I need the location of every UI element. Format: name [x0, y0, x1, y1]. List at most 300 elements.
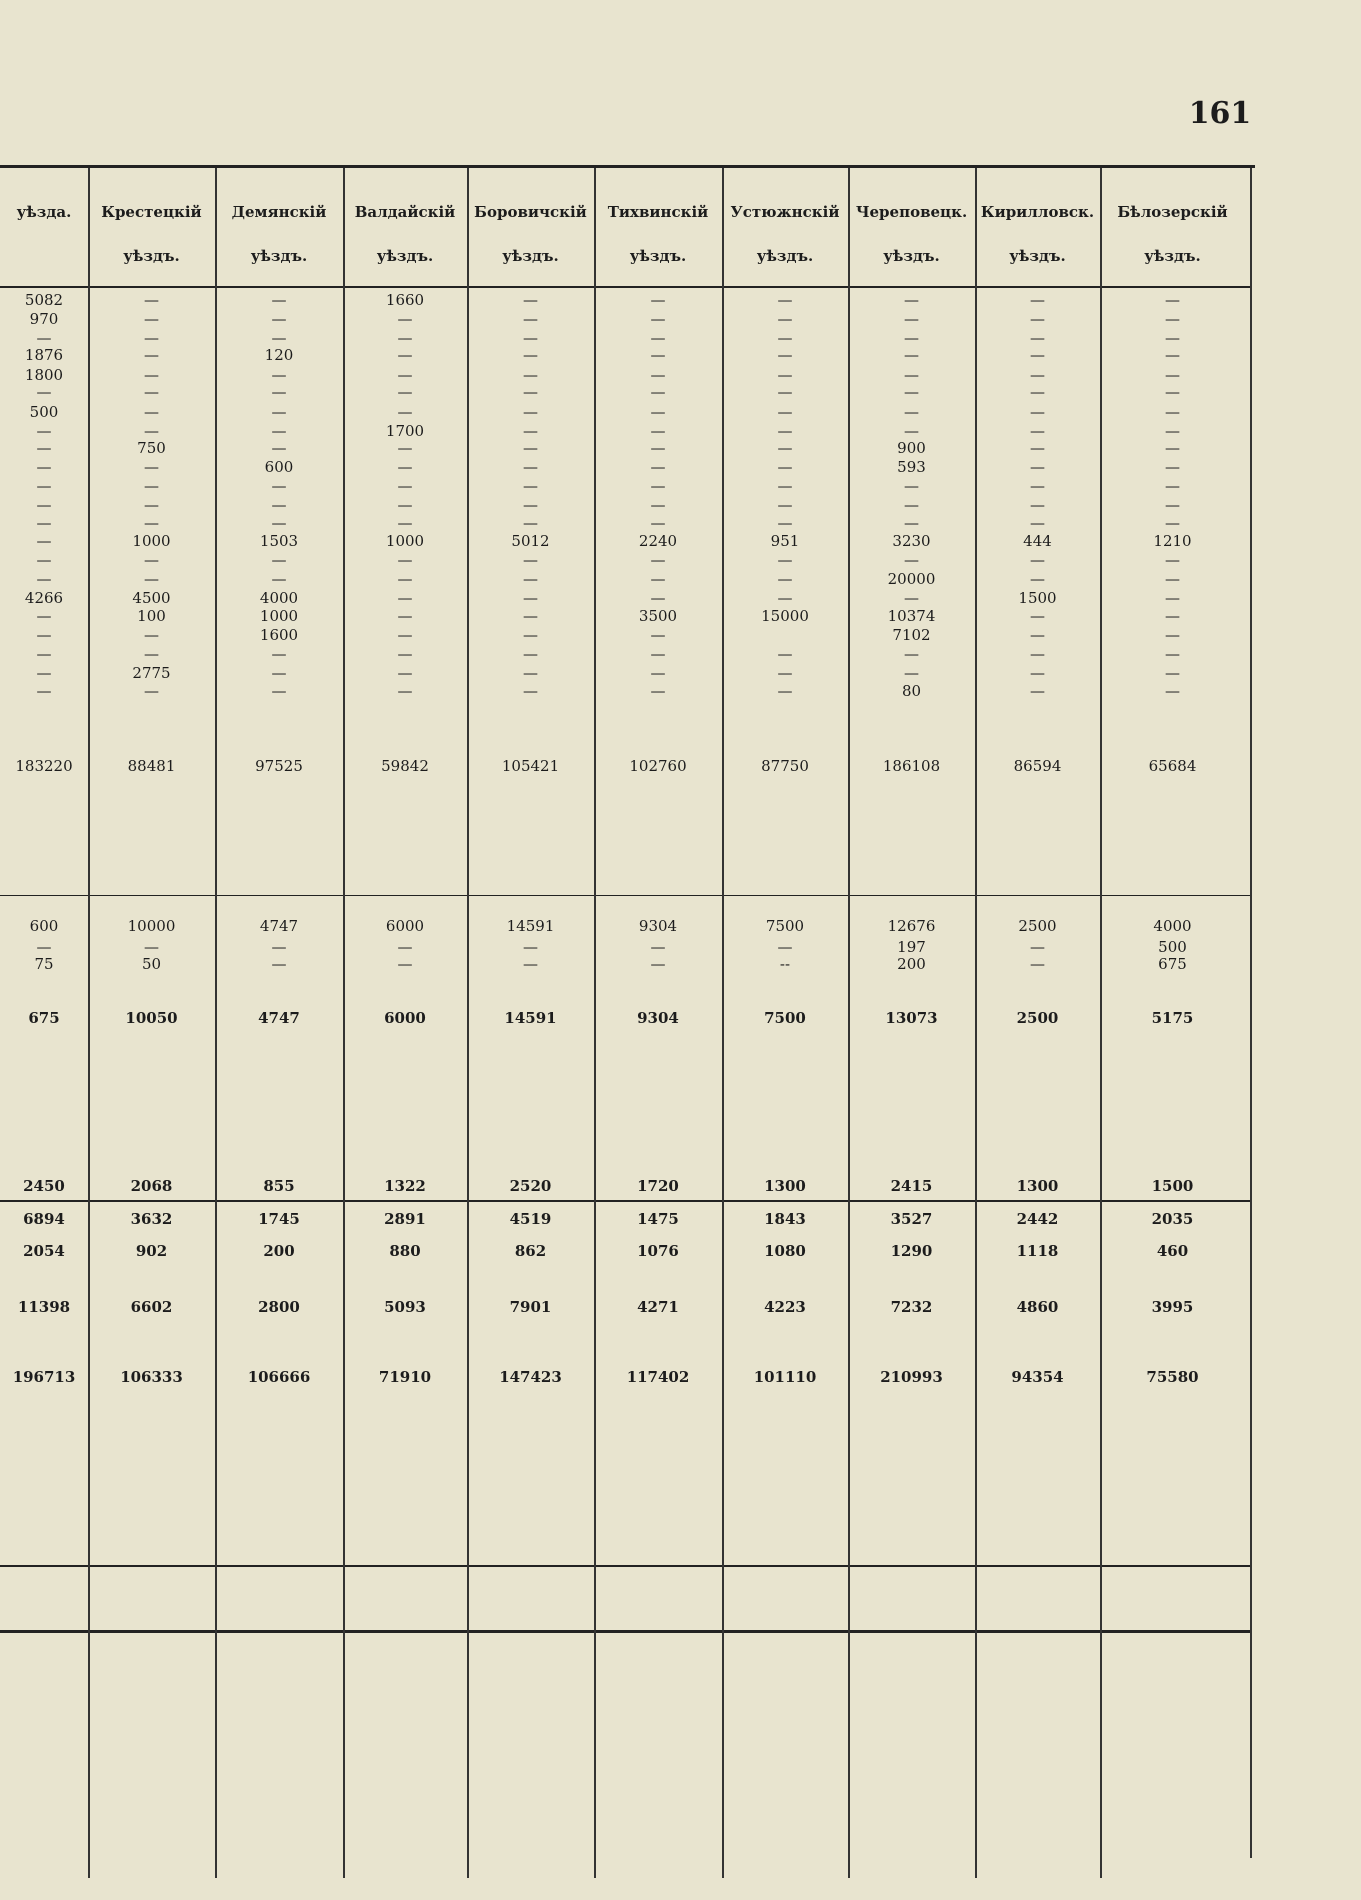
table-cell: — [144, 346, 159, 364]
table-cell: 855 [263, 1177, 295, 1195]
table-cell: — [777, 938, 793, 956]
table-cell: — [777, 682, 793, 700]
table-rule [0, 286, 1250, 288]
table-cell: — [904, 422, 919, 440]
table-cell: 4747 [259, 917, 299, 935]
table-cell: 2415 [890, 1177, 933, 1195]
table-cell: — [397, 514, 413, 532]
table-cell: — [144, 496, 159, 514]
table-cell: — [1030, 955, 1045, 973]
table-cell: — [1165, 403, 1180, 421]
table-cell: — [650, 496, 666, 514]
table-cell: 750 [137, 439, 166, 457]
table-cell: 600 [264, 458, 294, 476]
table-cell: 1000 [385, 532, 425, 550]
table-cell: — [397, 346, 413, 364]
table-cell: 7500 [765, 917, 805, 935]
column-header-line: уѣздъ. [123, 247, 180, 265]
table-cell: 1800 [24, 366, 64, 384]
table-cell: — [36, 645, 52, 663]
table-cell: — [1165, 329, 1180, 347]
table-cell: 1475 [637, 1210, 679, 1228]
table-cell: 1210 [1153, 532, 1192, 550]
column-header-line: уѣздъ. [1144, 247, 1201, 265]
table-cell: — [523, 570, 538, 588]
table-cell: — [144, 682, 159, 700]
column-header-line: уѣздъ. [756, 247, 814, 265]
table-rule [0, 895, 1250, 896]
table-cell: 6000 [385, 917, 425, 935]
table-cell: 20000 [887, 570, 936, 588]
table-cell: — [36, 682, 52, 700]
table-cell: 15000 [761, 607, 809, 625]
table-cell: 2068 [130, 1177, 173, 1195]
table-cell: — [1030, 938, 1045, 956]
table-cell: — [1030, 607, 1045, 625]
table-cell: — [1165, 291, 1180, 309]
table-cell: 186108 [882, 757, 941, 775]
table-cell: 147423 [499, 1368, 562, 1386]
table-cell: — [36, 329, 52, 347]
table-cell: 12676 [887, 917, 936, 935]
table-rule [0, 1630, 1250, 1633]
column-header [594, 190, 722, 278]
table-cell: — [523, 955, 538, 973]
table-cell: — [1030, 682, 1045, 700]
table-cell: — [36, 422, 52, 440]
table-cell: — [777, 496, 793, 514]
column-header-line: уѣздъ. [502, 247, 559, 265]
column-header-line: Череповецк. [855, 203, 968, 221]
table-cell: — [1165, 551, 1180, 569]
table-cell: — [904, 645, 919, 663]
table-cell: 4519 [509, 1210, 552, 1228]
table-cell: 3632 [130, 1210, 173, 1228]
column-header [467, 190, 594, 278]
table-rule [0, 1565, 1250, 1567]
table-cell: — [1030, 664, 1045, 682]
table-cell: 14591 [506, 917, 555, 935]
table-cell: 11398 [17, 1298, 71, 1316]
table-cell: — [904, 291, 919, 309]
table-rule [0, 1200, 1250, 1202]
table-cell: — [1165, 626, 1180, 644]
table-rule [0, 165, 1255, 168]
table-cell: — [271, 291, 287, 309]
table-cell: — [271, 682, 287, 700]
table-cell: — [271, 439, 287, 457]
table-cell: — [1030, 551, 1045, 569]
table-cell: 1080 [764, 1242, 806, 1260]
table-cell: — [650, 439, 666, 457]
table-cell: 880 [389, 1242, 421, 1260]
table-cell: — [144, 938, 159, 956]
table-cell: — [523, 496, 538, 514]
table-cell: 10050 [125, 1009, 178, 1027]
table-cell: — [1165, 607, 1180, 625]
column-header [215, 190, 343, 278]
table-cell: — [1165, 310, 1180, 328]
table-cell: — [1030, 291, 1045, 309]
table-cell: — [523, 422, 538, 440]
table-cell: — [1165, 383, 1180, 401]
table-cell: — [523, 645, 538, 663]
table-cell: 2035 [1151, 1210, 1194, 1228]
table-cell: — [650, 955, 666, 973]
table-cell: — [777, 366, 793, 384]
table-cell: 101110 [753, 1368, 817, 1386]
table-cell: — [1030, 439, 1045, 457]
table-cell: — [904, 383, 919, 401]
table-cell: — [650, 664, 666, 682]
table-cell: 7102 [892, 626, 931, 644]
table-cell: — [271, 329, 287, 347]
table-cell: — [1030, 496, 1045, 514]
table-cell: 1843 [764, 1210, 806, 1228]
table-cell: — [904, 329, 919, 347]
table-cell: — [271, 310, 287, 328]
table-cell: 50 [141, 955, 162, 973]
table-cell: — [523, 366, 538, 384]
table-cell: 900 [897, 439, 926, 457]
table-cell: — [36, 938, 52, 956]
table-cell: 675 [1158, 955, 1187, 973]
table-cell: — [1030, 383, 1045, 401]
table-cell: — [271, 496, 287, 514]
table-cell: — [36, 496, 52, 514]
table-cell: 1000 [132, 532, 171, 550]
column-header-line: Крестецкій [101, 203, 202, 221]
table-cell: 1720 [637, 1177, 679, 1195]
table-cell: 14591 [504, 1009, 557, 1027]
table-cell: 970 [29, 310, 59, 328]
table-cell: 500 [1158, 938, 1187, 956]
table-cell: 2500 [1018, 917, 1057, 935]
table-cell: — [397, 955, 413, 973]
table-cell: — [144, 514, 159, 532]
table-cell: 7232 [890, 1298, 933, 1316]
column-header [88, 190, 215, 278]
table-cell: 4747 [258, 1009, 300, 1027]
table-cell: — [397, 496, 413, 514]
table-cell: 675 [28, 1009, 60, 1027]
table-cell: — [650, 329, 666, 347]
table-cell: — [650, 682, 666, 700]
table-cell: — [397, 477, 413, 495]
table-cell: — [397, 664, 413, 682]
column-header [0, 190, 88, 234]
table-cell: — [271, 422, 287, 440]
table-cell: — [271, 570, 287, 588]
table-cell: 106666 [247, 1368, 311, 1386]
table-cell: — [1165, 589, 1180, 607]
table-cell: — [523, 477, 538, 495]
table-cell: — [523, 291, 538, 309]
table-cell: — [650, 291, 666, 309]
table-cell: 6602 [130, 1298, 173, 1316]
table-cell: — [1165, 477, 1180, 495]
table-cell: 1600 [259, 626, 299, 644]
table-cell: — [36, 570, 52, 588]
table-cell: — [397, 458, 413, 476]
table-cell: — [777, 514, 793, 532]
table-cell: — [144, 551, 159, 569]
table-cell: 4223 [764, 1298, 806, 1316]
table-cell: — [1165, 439, 1180, 457]
table-cell: 200 [897, 955, 926, 973]
table-cell: — [904, 366, 919, 384]
table-cell: — [1165, 664, 1180, 682]
table-cell: — [650, 458, 666, 476]
table-cell: — [1030, 570, 1045, 588]
table-cell: 102760 [629, 757, 687, 775]
table-cell: 460 [1156, 1242, 1189, 1260]
table-cell: 117402 [626, 1368, 690, 1386]
table-cell: — [904, 477, 919, 495]
table-cell: — [1165, 570, 1180, 588]
table-cell: 10374 [887, 607, 936, 625]
table-cell: — [144, 310, 159, 328]
table-cell: — [904, 310, 919, 328]
table-cell: 97525 [255, 757, 303, 775]
table-cell: 3995 [1151, 1298, 1194, 1316]
table-cell: — [650, 514, 666, 532]
column-header-line: уѣздъ. [250, 247, 308, 265]
table-cell: 2054 [23, 1242, 65, 1260]
table-cell: 1118 [1016, 1242, 1059, 1260]
table-cell: — [36, 532, 52, 550]
table-cell: — [397, 310, 413, 328]
table-cell: — [523, 626, 538, 644]
table-cell: — [36, 439, 52, 457]
table-cell: 2520 [509, 1177, 552, 1195]
table-cell: — [144, 645, 159, 663]
table-cell: — [36, 664, 52, 682]
table-cell: 4500 [132, 589, 171, 607]
table-cell: — [36, 626, 52, 644]
table-cell: 500 [29, 403, 59, 421]
table-cell: — [904, 346, 919, 364]
table-cell: — [1030, 458, 1045, 476]
column-header-line: Устюжнскій [730, 203, 840, 221]
table-cell: — [523, 310, 538, 328]
table-cell: 444 [1023, 532, 1052, 550]
table-cell: — [144, 477, 159, 495]
table-cell: — [904, 589, 919, 607]
table-cell: — [271, 551, 287, 569]
table-cell: — [36, 551, 52, 569]
table-cell: 196713 [12, 1368, 76, 1386]
table-cell: — [777, 664, 793, 682]
table-cell: 183220 [15, 757, 73, 775]
table-cell: — [1030, 403, 1045, 421]
table-cell: — [144, 626, 159, 644]
table-cell: — [523, 607, 538, 625]
table-cell: — [397, 626, 413, 644]
table-cell: 1000 [259, 607, 299, 625]
table-cell: — [144, 366, 159, 384]
column-header-line: Валдайскій [354, 203, 456, 221]
table-cell: 88481 [127, 757, 176, 775]
table-cell: — [904, 551, 919, 569]
table-cell: — [271, 366, 287, 384]
table-cell: — [777, 458, 793, 476]
table-cell: 862 [514, 1242, 547, 1260]
table-cell: 75580 [1146, 1368, 1199, 1386]
table-cell: 4266 [24, 589, 64, 607]
table-cell: — [144, 422, 159, 440]
table-cell: 6894 [23, 1210, 65, 1228]
table-cell: — [777, 291, 793, 309]
table-cell: 1503 [259, 532, 299, 550]
table-cell: 2800 [258, 1298, 300, 1316]
table-cell: 197 [897, 938, 926, 956]
table-cell: — [1030, 645, 1045, 663]
table-cell: 94354 [1011, 1368, 1064, 1386]
table-cell: 80 [901, 682, 922, 700]
table-cell: — [1030, 626, 1045, 644]
table-cell: 1290 [890, 1242, 933, 1260]
table-cell: 210993 [880, 1368, 943, 1386]
table-cell: — [271, 383, 287, 401]
table-cell: — [650, 422, 666, 440]
table-cell: — [397, 682, 413, 700]
table-cell: — [1030, 346, 1045, 364]
table-cell: 1500 [1151, 1177, 1194, 1195]
table-cell: 2442 [1016, 1210, 1059, 1228]
table-cell: — [1030, 329, 1045, 347]
table-cell: 5175 [1151, 1009, 1194, 1027]
table-cell: — [777, 383, 793, 401]
table-cell: — [650, 938, 666, 956]
table-cell: — [397, 570, 413, 588]
table-cell: 4000 [259, 589, 299, 607]
table-cell: — [777, 329, 793, 347]
table-cell: — [777, 570, 793, 588]
table-cell: — [144, 403, 159, 421]
table-cell: 200 [263, 1242, 295, 1260]
table-cell: — [1030, 310, 1045, 328]
table-cell: 2500 [1016, 1009, 1059, 1027]
table-cell: 7500 [764, 1009, 806, 1027]
table-cell: — [397, 645, 413, 663]
table-cell: — [523, 664, 538, 682]
table-cell: 3230 [892, 532, 931, 550]
table-cell: 1322 [384, 1177, 426, 1195]
table-cell: — [1030, 366, 1045, 384]
table-cell: — [397, 329, 413, 347]
table-cell: 65684 [1148, 757, 1197, 775]
table-cell: 9304 [638, 917, 678, 935]
table-cell: — [1030, 422, 1045, 440]
table-cell: 2240 [638, 532, 678, 550]
table-cell: 105421 [501, 757, 560, 775]
table-cell: — [650, 403, 666, 421]
table-cell: — [144, 383, 159, 401]
table-cell: — [650, 383, 666, 401]
table-cell: — [1165, 458, 1180, 476]
table-cell: 4271 [637, 1298, 679, 1316]
table-cell: 593 [897, 458, 926, 476]
table-cell: — [650, 366, 666, 384]
table-cell: — [904, 514, 919, 532]
table-cell: 87750 [761, 757, 809, 775]
column-header-line: Демянскій [231, 203, 327, 221]
table-cell: — [523, 439, 538, 457]
table-cell: — [271, 403, 287, 421]
table-cell: — [777, 346, 793, 364]
table-cell: — [650, 570, 666, 588]
table-cell: 10000 [127, 917, 176, 935]
table-cell: — [523, 329, 538, 347]
table-cell: 5082 [24, 291, 64, 309]
table-cell: — [397, 938, 413, 956]
table-cell: 13073 [885, 1009, 938, 1027]
table-cell: — [1165, 366, 1180, 384]
table-cell: — [650, 551, 666, 569]
table-cell: — [523, 383, 538, 401]
column-header-line: Кирилловск. [980, 203, 1095, 221]
table-cell: — [777, 439, 793, 457]
table-cell: — [397, 439, 413, 457]
column-header-line: уѣздъ. [883, 247, 940, 265]
table-cell: — [1165, 346, 1180, 364]
table-cell: 1076 [637, 1242, 679, 1260]
table-cell: — [144, 570, 159, 588]
table-border [1250, 168, 1252, 1858]
table-cell: — [904, 403, 919, 421]
table-cell: — [36, 458, 52, 476]
table-cell: 6000 [384, 1009, 426, 1027]
table-cell: 1876 [24, 346, 64, 364]
column-header-line: Бѣлозерскій [1117, 203, 1228, 221]
table-cell: — [904, 664, 919, 682]
table-cell: — [1165, 496, 1180, 514]
table-cell: — [1165, 682, 1180, 700]
table-cell: — [777, 551, 793, 569]
table-cell: — [271, 514, 287, 532]
table-cell: 5012 [511, 532, 550, 550]
table-cell: 4860 [1016, 1298, 1059, 1316]
table-cell: — [1030, 477, 1045, 495]
table-cell: — [523, 551, 538, 569]
table-cell: — [523, 514, 538, 532]
table-cell: 75 [34, 955, 54, 973]
table-cell: 106333 [120, 1368, 183, 1386]
table-cell: — [523, 938, 538, 956]
table-cell: 120 [264, 346, 294, 364]
table-cell: — [1030, 514, 1045, 532]
table-cell: 5093 [384, 1298, 426, 1316]
table-cell: — [144, 458, 159, 476]
table-cell: — [650, 477, 666, 495]
table-cell: 902 [135, 1242, 168, 1260]
table-cell: 7901 [509, 1298, 552, 1316]
column-header-line: уѣздъ. [376, 247, 434, 265]
table-cell: — [397, 403, 413, 421]
table-cell: — [777, 422, 793, 440]
table-cell: — [650, 310, 666, 328]
table-cell: — [271, 955, 287, 973]
table-cell: — [523, 682, 538, 700]
table-cell: 2891 [384, 1210, 426, 1228]
table-cell: — [650, 346, 666, 364]
table-cell: — [777, 589, 793, 607]
column-header [975, 190, 1100, 278]
column-header-line: уѣзда. [16, 203, 72, 221]
table-cell: 1300 [764, 1177, 806, 1195]
column-header [848, 190, 975, 278]
